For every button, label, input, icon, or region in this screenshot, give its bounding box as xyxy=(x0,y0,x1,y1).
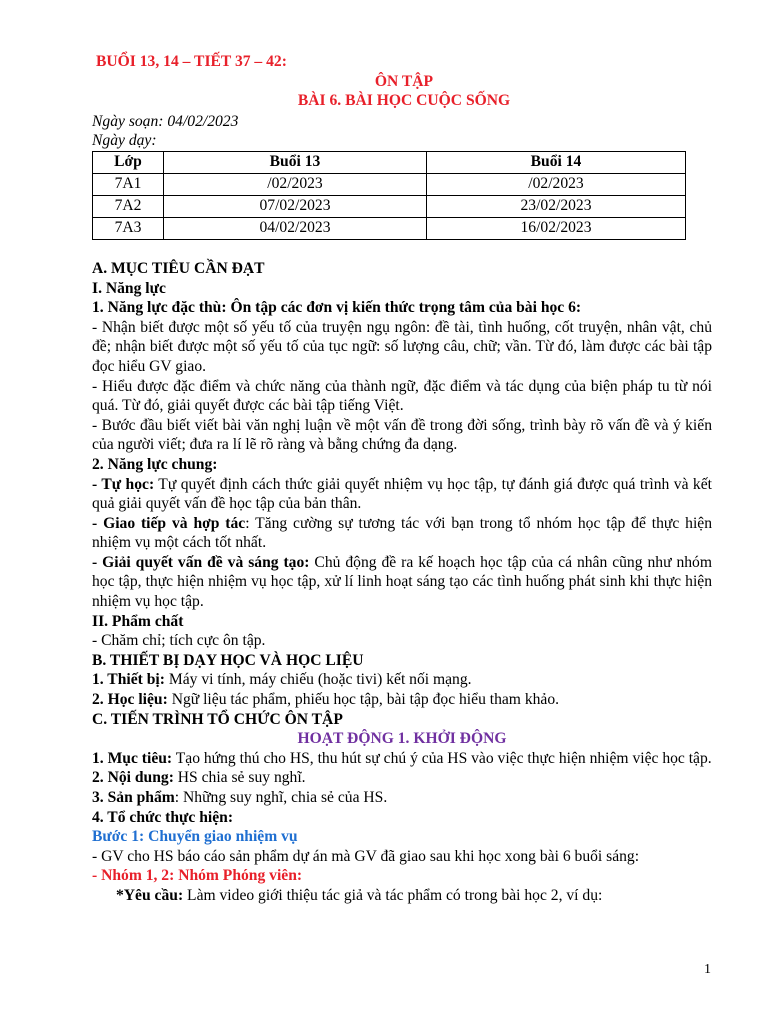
inline-text: Làm video giới thiệu tác giả và tác phẩm có trong bài học 2, ví dụ: xyxy=(183,886,603,904)
section-b-title: B. THIẾT BỊ DẠY HỌC VÀ HỌC LIỆU xyxy=(92,651,364,669)
paragraph: - Bước đầu biết viết bài văn nghị luận về một vấn đề trong đời sống, trình bày rõ vấn đề và ý kiến của người viết; đưa ra lí lẽ rõ ràng và bằng chứng đa dạng. xyxy=(92,416,712,454)
paragraph xyxy=(92,514,712,553)
paragraph: - Hiểu được đặc điểm và chức năng của thành ngữ, đặc điểm và tác dụng của biện pháp tu từ nói quá. Từ đó, giải quyết được các bài tập tiếng Việt. xyxy=(92,377,712,415)
inline-label: 2. Học liệu: xyxy=(92,691,168,709)
specific-competence-title: 1. Năng lực đặc thù: Ôn tập các đơn vị kiến thức trọng tâm của bài học 6: xyxy=(92,299,582,317)
table-row xyxy=(93,217,686,239)
page-number: 1 xyxy=(704,962,711,977)
paragraph xyxy=(92,553,712,612)
table-cell: /02/2023 xyxy=(427,173,686,195)
column-header: Buổi 14 xyxy=(427,151,686,173)
group-title: - Nhóm 1, 2: Nhóm Phóng viên: xyxy=(92,867,303,885)
inline-label: 1. Mục tiêu: xyxy=(92,749,173,767)
schedule-table xyxy=(92,151,686,240)
inline-text: : Những suy nghĩ, chia sẻ của HS. xyxy=(174,789,388,806)
table-cell: 7A1 xyxy=(93,173,164,195)
section-ii-title: II. Phẩm chất xyxy=(92,612,184,630)
inline-text: Máy vi tính, máy chiếu (hoặc tivi) kết nối mạng. xyxy=(164,671,472,689)
inline-text: Tạo hứng thú cho HS, thu hút sự chú ý của HS vào việc thực hiện nhiệm việc học tập. xyxy=(172,749,712,767)
section-i-title: I. Năng lực xyxy=(92,279,166,297)
session-heading: BUỔI 13, 14 – TIẾT 37 – 42: xyxy=(96,53,287,70)
section-c-title: C. TIẾN TRÌNH TỔ CHỨC ÔN TẬP xyxy=(92,710,343,728)
table-cell: 7A2 xyxy=(93,195,164,217)
inline-text: Ngữ liệu tác phẩm, phiếu học tập, bài tập đọc hiểu tham khảo. xyxy=(167,691,560,709)
document-page xyxy=(92,52,712,906)
inline-label: 3. Sản phẩm xyxy=(92,789,175,806)
organization-title: 4. Tổ chức thực hiện: xyxy=(92,808,234,826)
date-taught: Ngày dạy: xyxy=(92,132,157,150)
inline-text: Chủ động đề ra kế hoạch học tập của cá nhân cũng như nhóm học tập, thực hiện nhiệm vụ học tập, xử lí linh hoạt sáng tạo các tình huống phát sinh khi thực hiện nhiệm vụ học tập. xyxy=(92,553,712,611)
table-cell: 7A3 xyxy=(93,217,164,239)
paragraph xyxy=(92,475,712,514)
title-lesson: BÀI 6. BÀI HỌC CUỘC SỐNG xyxy=(297,92,511,110)
table-cell: /02/2023 xyxy=(164,173,427,195)
table-cell: 04/02/2023 xyxy=(164,217,427,239)
document-header xyxy=(96,52,712,111)
table-row xyxy=(93,173,686,195)
paragraph: - GV cho HS báo cáo sản phẩm dự án mà GV đã giao sau khi học xong bài 6 buổi sáng: xyxy=(92,847,640,865)
column-header: Buổi 13 xyxy=(164,151,427,173)
paragraph xyxy=(92,886,712,906)
date-prepared: Ngày soạn: 04/02/2023 xyxy=(92,112,239,130)
paragraph xyxy=(92,670,712,690)
paragraph xyxy=(92,690,712,710)
activity-1-title: HOẠT ĐỘNG 1. KHỞI ĐỘNG xyxy=(297,730,507,748)
paragraph xyxy=(92,749,712,769)
inline-label: - Giải quyết vấn đề và sáng tạo: xyxy=(92,553,310,571)
table-cell: 07/02/2023 xyxy=(164,195,427,217)
title-review: ÔN TẬP xyxy=(374,72,434,90)
paragraph: - Chăm chỉ; tích cực ôn tập. xyxy=(92,632,266,650)
inline-label: 1. Thiết bị: xyxy=(92,671,165,689)
general-competence-title: 2. Năng lực chung: xyxy=(92,455,218,473)
table-header-row xyxy=(93,151,686,173)
inline-label: - Tự học: xyxy=(92,475,155,493)
inline-text: Tự quyết định cách thức giải quyết nhiệm vụ học tập, tự đánh giá được quá trình và kết quả giải quyết vấn đề học tập của bản thân. xyxy=(92,475,712,513)
table-cell: 23/02/2023 xyxy=(427,195,686,217)
inline-label: *Yêu cầu: xyxy=(116,886,184,904)
table-row xyxy=(93,195,686,217)
paragraph xyxy=(92,768,712,788)
section-a-title: A. MỤC TIÊU CẦN ĐẠT xyxy=(92,259,265,277)
step-1-title: Bước 1: Chuyển giao nhiệm vụ xyxy=(92,828,298,846)
inline-text: HS chia sẻ suy nghĩ. xyxy=(173,769,306,787)
paragraph xyxy=(92,788,712,808)
inline-text: : Tăng cường sự tương tác với bạn trong tổ nhóm học tập để thực hiện nhiệm vụ một cách tốt nhất. xyxy=(92,514,712,552)
inline-label: - Giao tiếp và hợp tác xyxy=(92,514,246,532)
paragraph: - Nhận biết được một số yếu tố của truyện ngụ ngôn: đề tài, tình huống, cốt truyện, nhân vật, chủ đề; nhận biết được một số yếu tố của tục ngữ: số lượng câu, chữ; vần. Từ đó, làm được các bài tập đọc hiểu GV giao. xyxy=(92,318,712,375)
table-cell: 16/02/2023 xyxy=(427,217,686,239)
column-header: Lớp xyxy=(93,151,164,173)
inline-label: 2. Nội dung: xyxy=(92,769,174,787)
